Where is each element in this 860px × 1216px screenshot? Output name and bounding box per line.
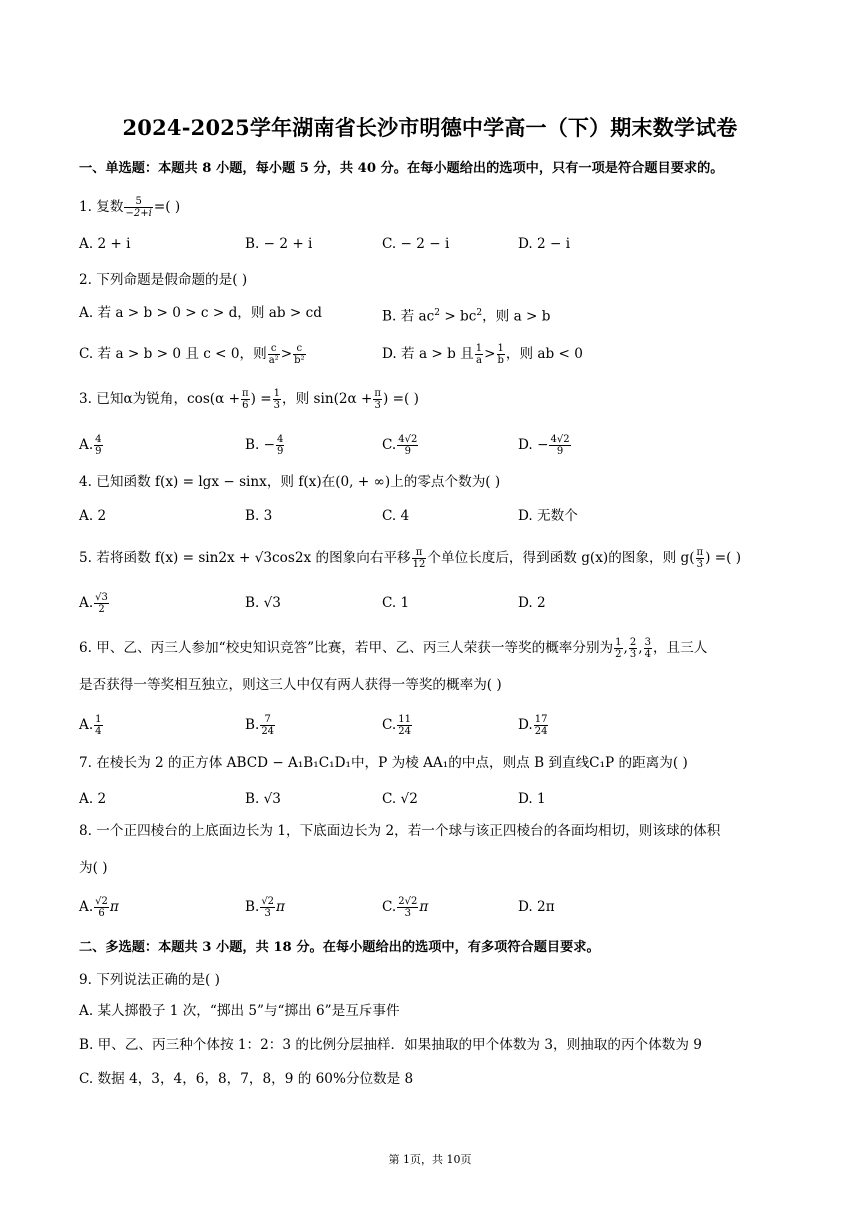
question-4-option-d[interactable]: D. 无数个 [518,508,578,524]
fraction: $\frac{3}{4}$ [644,637,651,660]
question-2-option-b[interactable]: B. 若 $ac^2 > bc^2$，则 a > b [382,308,551,325]
question-7-option-a[interactable]: A. 2 [79,791,107,807]
fraction: $\frac{7}{24}$ [261,714,275,737]
question-3-option-b[interactable]: B. − $\frac{4}{9}$ [245,434,284,457]
question-8-stem-line-1: 8. 一个正四棱台的上底面边长为 1，下底面边长为 2，若一个球与该正四棱台的各面均相切，则该球的体积 [79,823,721,839]
question-2-option-c[interactable]: C. 若 a > b > 0 且 c < 0，则 $\frac{c}{\text{a²}}$ > $\frac{c}{\text{b²}}$ [79,343,305,366]
fraction: $\frac{√2}{3}$ [261,896,275,919]
fraction: $\frac{\pi}{12}$ [412,547,426,570]
question-7-option-c[interactable]: C. √2 [382,791,418,807]
question-4-option-b[interactable]: B. 3 [245,508,273,524]
fraction: $\frac{5}{-2+i}$ [125,196,152,219]
section-heading-single-choice: 一、单选题：本题共 8 小题，每小题 5 分，共 40 分。在每小题给出的选项中，只有一项是符合题目要求的。 [79,161,724,176]
question-5-stem: 5. 若将函数 f(x) = sin2x + √3cos2x 的图象向右平移 $\frac{\pi}{12}$ 个单位长度后，得到函数 g(x)的图象，则 g( $\frac{\pi}{3}$ ) =( ) [79,547,742,570]
fraction: $\frac{2}{3}$ [629,637,637,660]
question-1-option-a[interactable]: A. 2 + i [79,236,131,252]
question-9-option-a[interactable]: A. 某人掷骰子 1 次，“掷出 5”与“掷出 6”是互斥事件 [79,1003,400,1019]
question-3-option-c[interactable]: C. $\frac{4√2}{9}$ [382,434,418,457]
question-5-option-a[interactable]: A. $\frac{√3}{2}$ [79,592,108,615]
question-6-stem-line-2: 是否获得一等奖相互独立，则这三人中仅有两人获得一等奖的概率为( ) [79,677,502,693]
fraction: $\frac{1}{a}$ [475,343,483,366]
fraction: $\frac{c}{\text{b²}}$ [294,343,305,366]
fraction: $\frac{\pi}{3}$ [696,547,704,570]
fraction: $\frac{1}{4}$ [95,714,102,737]
question-6-stem-line-1: 6. 甲、乙、丙三人参加“校史知识竞答”比赛，若甲、乙、丙三人荣获一等奖的概率分别为 $\frac{1}{2}$ , $\frac{2}{3}$ , $\frac{3}{4}$ ，且三人 [79,637,708,660]
fraction: $\frac{c}{\text{a²}}$ [268,343,279,366]
question-2-option-d[interactable]: D. 若 a > b 且 $\frac{1}{a}$ > $\frac{1}{b}$ ，则 ab < 0 [382,343,583,366]
question-8-option-c[interactable]: C. $\frac{2√2}{3}$ π [382,896,429,919]
question-3-option-a[interactable]: A. $\frac{4}{9}$ [79,434,102,457]
fraction: $\frac{4√2}{9}$ [398,434,418,457]
page-title: 2024-2025学年湖南省长沙市明德中学高一（下）期末数学试卷 [122,115,738,140]
fraction: $\frac{\pi}{6}$ [242,388,249,411]
question-7-option-b[interactable]: B. √3 [245,791,281,807]
fraction: $\frac{1}{2}$ [615,637,622,660]
fraction: $\frac{1}{3}$ [273,388,280,411]
question-1-option-b[interactable]: B. − 2 + i [245,236,313,252]
question-6-option-b[interactable]: B. $\frac{7}{24}$ [245,714,275,737]
question-5-option-d[interactable]: D. 2 [518,595,546,611]
fraction: $\frac{2√2}{3}$ [398,896,418,919]
question-5-option-c[interactable]: C. 1 [382,595,410,611]
question-3-option-d[interactable]: D. − $\frac{4√2}{9}$ [518,434,570,457]
fraction: $\frac{√2}{6}$ [95,896,108,919]
question-6-option-a[interactable]: A. $\frac{1}{4}$ [79,714,102,737]
page-footer: 第 1页，共 10页 [388,1153,472,1166]
fraction: $\frac{4√2}{9}$ [550,434,570,457]
fraction: $\frac{1}{b}$ [497,343,504,366]
fraction: $\frac{4}{9}$ [277,434,284,457]
question-8-stem-line-2: 为( ) [79,860,108,876]
question-1-option-c[interactable]: C. − 2 − i [382,236,450,252]
question-9-stem: 9. 下列说法正确的是( ) [79,972,220,988]
question-6-option-d[interactable]: D. $\frac{17}{24}$ [518,714,548,737]
question-5-option-b[interactable]: B. √3 [245,595,281,611]
question-7-option-d[interactable]: D. 1 [518,791,546,807]
fraction: $\frac{√3}{2}$ [95,592,108,615]
question-1-stem: 1. 复数 $\frac{5}{-2+i}$ =( ) [79,196,181,219]
question-9-option-b[interactable]: B. 甲、乙、丙三种个体按 1：2：3 的比例分层抽样．如果抽取的甲个体数为 3，则抽取的丙个体数为 9 [79,1037,702,1053]
fraction: $\frac{4}{9}$ [95,434,102,457]
question-6-option-c[interactable]: C. $\frac{11}{24}$ [382,714,411,737]
fraction: $\frac{11}{24}$ [398,714,411,737]
question-1-option-d[interactable]: D. 2 − i [518,236,571,252]
fraction: $\frac{\pi}{3}$ [374,388,381,411]
question-9-option-c[interactable]: C. 数据 4，3，4，6，8，7，8，9 的 60%分位数是 8 [79,1071,414,1087]
question-2-stem: 2. 下列命题是假命题的是( ) [79,272,248,288]
question-8-option-a[interactable]: A. $\frac{√2}{6}$ π [79,896,119,919]
question-8-option-d[interactable]: D. 2π [518,899,555,915]
fraction: $\frac{17}{24}$ [534,714,548,737]
section-heading-multi-choice: 二、多选题：本题共 3 小题，共 18 分。在每小题给出的选项中，有多项符合题目要求。 [79,940,600,955]
question-4-stem: 4. 已知函数 f(x) = lgx − sinx，则 f(x)在(0, + ∞)上的零点个数为( ) [79,474,501,490]
question-3-stem: 3. 已知α为锐角，cos(α + $\frac{\pi}{6}$ ) = $\frac{1}{3}$ ，则 sin(2α + $\frac{\pi}{3}$ ) =( ) [79,388,419,411]
question-4-option-c[interactable]: C. 4 [382,508,410,524]
question-7-stem: 7. 在棱长为 2 的正方体 ABCD − A₁B₁C₁D₁中，P 为棱 AA₁的中点，则点 B 到直线C₁P 的距离为( ) [79,755,688,771]
question-2-option-a[interactable]: A. 若 a > b > 0 > c > d，则 ab > cd [79,305,322,321]
question-8-option-b[interactable]: B. $\frac{√2}{3}$ π [245,896,285,919]
question-4-option-a[interactable]: A. 2 [79,508,107,524]
